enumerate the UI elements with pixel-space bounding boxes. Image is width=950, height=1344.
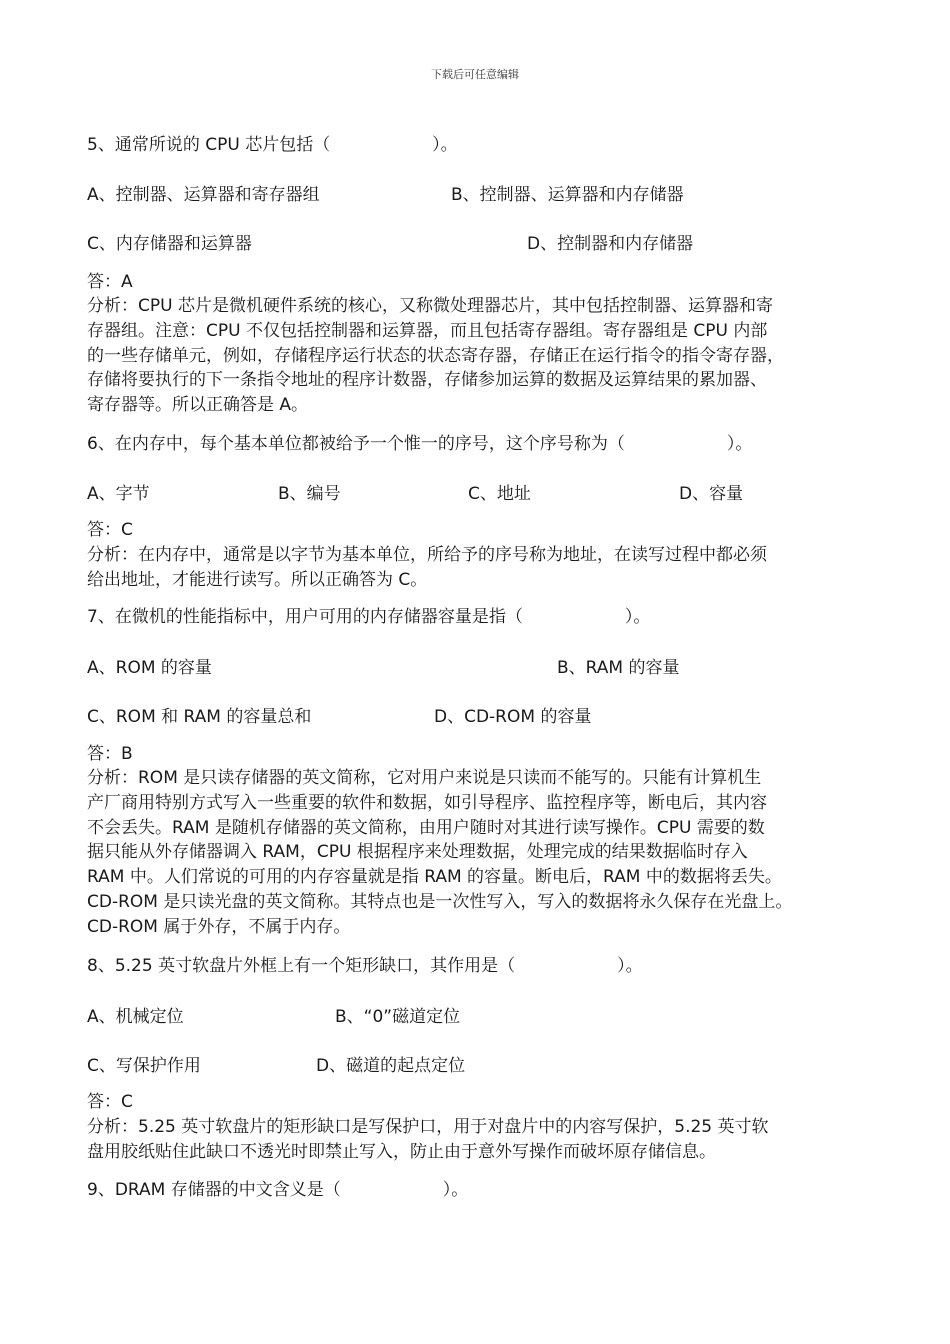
question-8-option-a: A、机械定位 [87,1007,184,1027]
question-8-option-d: D、磁道的起点定位 [316,1056,466,1076]
question-6-option-d: D、容量 [679,484,744,504]
analysis-line: CD-ROM 属于外存，不属于内存。 [87,916,351,937]
question-6-option-c: C、地址 [468,484,531,504]
question-8-option-b: B、“0”磁道定位 [335,1007,461,1027]
question-7-option-a: A、ROM 的容量 [87,658,212,678]
analysis-line: 的一些存储单元，例如，存储程序运行状态的状态寄存器，存储正在运行指令的指令寄存器， [87,345,784,366]
analysis-line: 分析：CPU 芯片是微机硬件系统的核心，又称微处理器芯片，其中包括控制器、运算器和寄 [87,296,773,316]
question-6-stem: 6、在内存中，每个基本单位都被给予一个惟一的序号，这个序号称为（ ）。 [87,434,753,454]
question-7-option-b: B、RAM 的容量 [557,658,680,678]
analysis-line: 分析：在内存中，通常是以字节为基本单位，所给予的序号称为地址，在读写过程中都必须 [87,545,767,565]
question-6-analysis [87,543,877,593]
analysis-line: CD-ROM 是只读光盘的英文简称。其特点也是一次性写入，写入的数据将永久保存在光盘上。 [87,891,793,912]
question-5-option-a: A、控制器、运算器和寄存器组 [87,185,320,205]
analysis-line: 产厂商用特别方式写入一些重要的软件和数据，如引导程序、监控程序等，断电后，其内容 [87,792,767,813]
analysis-line: 存器组。注意：CPU 不仅包括控制器和运算器，而且包括寄存器组。寄存器组是 CPU 内部 [87,320,768,341]
analysis-line: 据只能从外存储器调入 RAM，CPU 根据程序来处理数据，处理完成的结果数据临时存入 [87,842,748,863]
analysis-line: 盘用胶纸贴住此缺口不透光时即禁止写入，防止由于意外写操作而破坏原存储信息。 [87,1141,716,1162]
question-6-answer: 答：C [87,520,133,540]
question-5-option-b: B、控制器、运算器和内存储器 [451,185,684,205]
analysis-line: 不会丢失。RAM 是随机存储器的英文简称，由用户随时对其进行读写操作。CPU 需要的数 [87,817,765,838]
question-7-option-d: D、CD-ROM 的容量 [434,707,592,727]
analysis-line: 给出地址，才能进行读写。所以正确答为 C。 [87,569,428,590]
question-8-option-c: C、写保护作用 [87,1056,201,1076]
question-6-option-b: B、编号 [278,484,341,504]
question-6-option-a: A、字节 [87,484,150,504]
page-header: 下载后可任意编辑 [431,68,519,81]
question-7-stem: 7、在微机的性能指标中，用户可用的内存储器容量是指（ ）。 [87,607,651,627]
question-9-stem: 9、DRAM 存储器的中文含义是（ ）。 [87,1180,469,1200]
question-5-answer: 答：A [87,272,133,292]
question-5-option-d: D、控制器和内存储器 [527,234,694,254]
question-5-analysis [87,294,877,418]
question-8-stem: 8、5.25 英寸软盘片外框上有一个矩形缺口，其作用是（ ）。 [87,956,643,976]
question-5-option-c: C、内存储器和运算器 [87,234,252,254]
question-5-stem: 5、通常所说的 CPU 芯片包括（ ）。 [87,135,458,155]
question-7-analysis [87,766,877,940]
analysis-line: RAM 中。人们常说的可用的内存容量就是指 RAM 的容量。断电后，RAM 中的数据将丢失。 [87,867,782,888]
analysis-line: 分析：5.25 英寸软盘片的矩形缺口是写保护口，用于对盘片中的内容写保护，5.25 英寸软 [87,1117,769,1137]
question-7-answer: 答：B [87,744,133,764]
analysis-line: 寄存器等。所以正确答是 A。 [87,395,309,416]
analysis-line: 分析：ROM 是只读存储器的英文简称，它对用户来说是只读而不能写的。只能有计算机生 [87,768,762,788]
question-8-analysis [87,1115,877,1165]
question-8-answer: 答：C [87,1092,133,1112]
question-7-option-c: C、ROM 和 RAM 的容量总和 [87,707,312,727]
analysis-line: 存储将要执行的下一条指令地址的程序计数器，存储参加运算的数据及运算结果的累加器、 [87,370,767,391]
